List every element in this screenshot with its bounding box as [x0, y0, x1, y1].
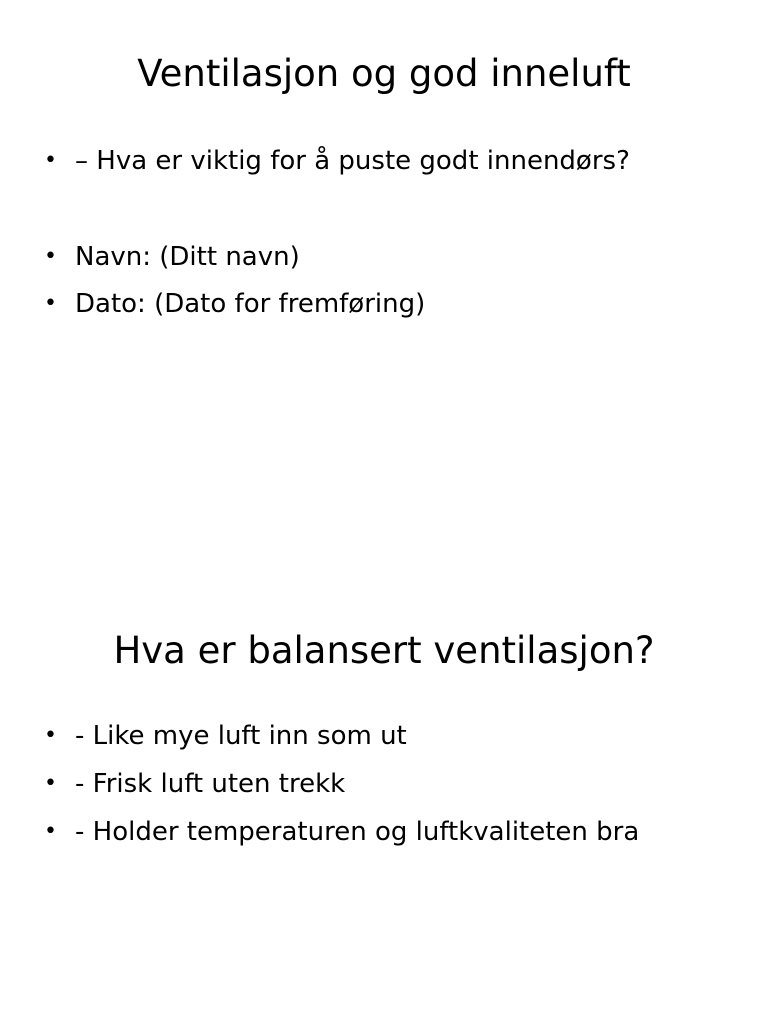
bullet-text: - Frisk luft uten trekk	[75, 769, 346, 799]
bullet-icon: •	[44, 244, 57, 269]
bullet-text: - Holder temperaturen og luftkvaliteten bra	[75, 817, 640, 847]
bullet-icon: •	[44, 148, 57, 173]
list-item	[0, 239, 768, 275]
bullet-icon: •	[44, 291, 57, 316]
bullet-icon: •	[44, 771, 57, 796]
list-item	[0, 718, 768, 754]
bullet-icon: •	[44, 723, 57, 748]
bullet-text: Navn: (Ditt navn)	[75, 242, 300, 272]
bullet-text: - Like mye luft inn som ut	[75, 721, 407, 751]
slide-2	[0, 512, 768, 1024]
list-item	[0, 286, 768, 322]
list-item	[0, 766, 768, 802]
bullet-icon: •	[44, 819, 57, 844]
slide-title: Hva er balansert ventilasjon?	[113, 629, 655, 672]
list-item	[0, 814, 768, 850]
bullet-text: – Hva er viktig for å puste godt innendørs?	[75, 146, 630, 176]
bullet-text: Dato: (Dato for fremføring)	[75, 289, 426, 319]
list-item	[0, 143, 768, 179]
slide-title: Ventilasjon og god inneluft	[137, 52, 631, 95]
